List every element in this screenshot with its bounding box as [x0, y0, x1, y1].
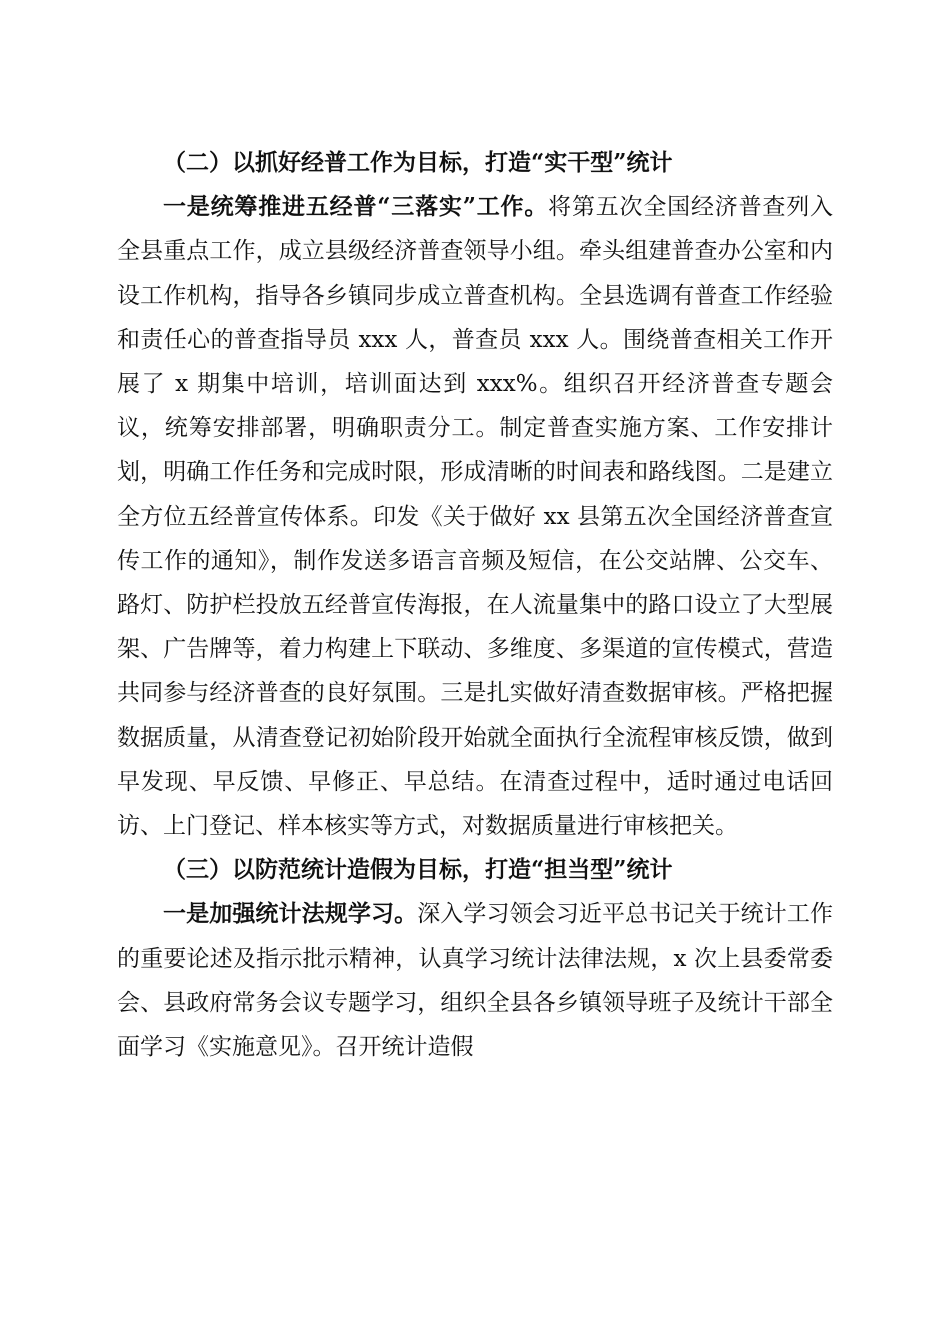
- paragraph-lead-sentence: 一是统筹推进五经普“三落实”工作。: [163, 193, 549, 221]
- section-heading-3: （三）以防范统计造假为目标，打造“担当型”统计: [163, 856, 673, 884]
- section-paragraph-2: [117, 185, 833, 848]
- section-paragraph-3: [117, 892, 833, 1069]
- paragraph-lead-sentence: 一是加强统计法规学习。: [163, 900, 418, 928]
- paragraph-body-text: 将第五次全国经济普查列入全县重点工作，成立县级经济普查领导小组。牵头组建普查办公室和内设工作机构，指导各乡镇同步成立普查机构。全县选调有普查工作经验和责任心的普查指导员 xxx 人，普查员 xxx 人。围绕普查相关工作开展了 x 期集中培训，培训面达到 xxx%。组织召开经济普查专题会议，统筹安排部署，明确职责分工。制定普查实施方案、工作安排计划，明确工作任务和完成时限，形成清晰的时间表和路线图。二是建立全方位五经普宣传体系。印发《关于做好 xx 县第五次全国经济普查宣传工作的通知》，制作发送多语言音频及短信，在公交站牌、公交车、路灯、防护栏投放五经普宣传海报，在人流量集中的路口设立了大型展架、广告牌等，着力构建上下联动、多维度、多渠道的宣传模式，营造共同参与经济普查的良好氛围。三是扎实做好清查数据审核。严格把握数据质量，从清查登记初始阶段开始就全面执行全流程审核反馈，做到早发现、早反馈、早修正、早总结。在清查过程中，适时通过电话回访、上门登记、样本核实等方式，对数据质量进行审核把关。: [117, 194, 833, 840]
- section-heading-2: （二）以抓好经普工作为目标，打造“实干型”统计: [163, 149, 673, 176]
- document-body: [117, 141, 833, 1069]
- paragraph-body-text: 深入学习领会习近平总书记关于统计工作的重要论述及指示批示精神，认真学习统计法律法规，x 次上县委常委会、县政府常务会议专题学习，组织全县各乡镇领导班子及统计干部全面学习《实施意见》。召开统计造假: [117, 901, 834, 1061]
